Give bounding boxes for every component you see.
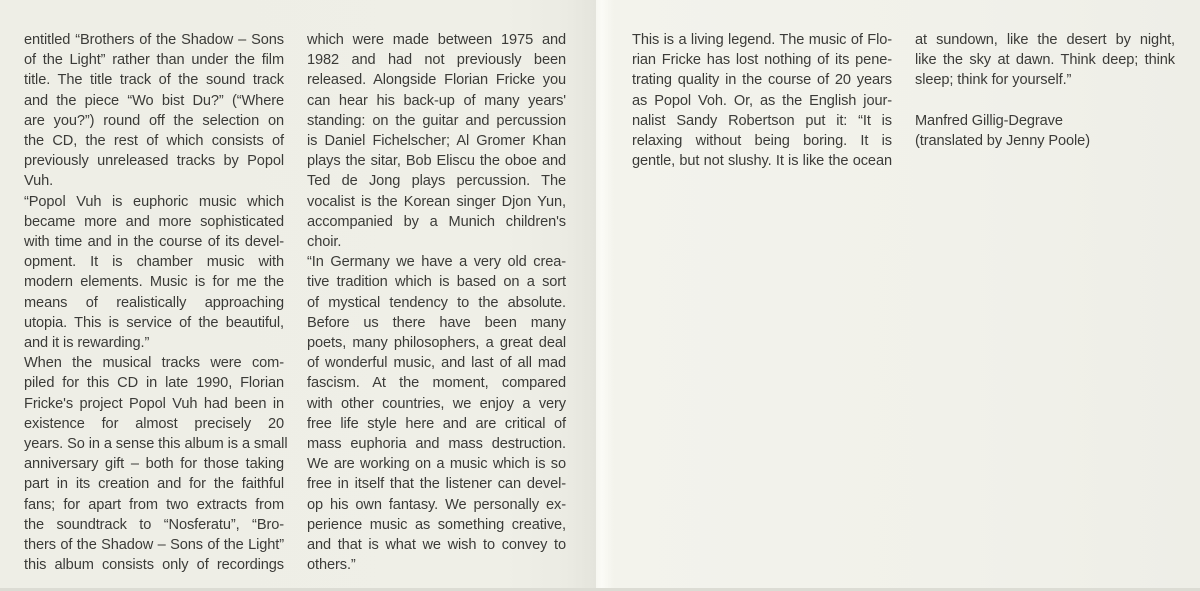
text-line: vocalist is the Korean singer Djon Yun, <box>307 193 566 210</box>
text-line: opment. It is chamber music with <box>24 254 284 271</box>
text-line: standing: on the guitar and percussion <box>307 112 566 129</box>
text-line: like the sky at dawn. Think deep; think <box>915 52 1175 69</box>
text-line: Ted de Jong plays percussion. The <box>307 173 566 190</box>
text-line: the CD, the rest of which consists of <box>24 133 284 150</box>
text-line: years. So in a sense this album is a small <box>24 436 288 453</box>
text-line: part in its creation and for the faithful <box>24 476 284 493</box>
text-line: Fricke's project Popol Vuh had been in <box>24 395 284 412</box>
text-line: and the piece “Wo bist Du?” (“Where <box>24 92 284 109</box>
text-line: fans; for apart from two extracts from <box>24 496 284 513</box>
text-line: as Popol Voh. Or, as the English jour- <box>632 92 892 109</box>
text-line: released. Alongside Florian Fricke you <box>307 72 566 89</box>
text-line: This is a living legend. The music of Flo- <box>632 32 892 48</box>
author-name: Manfred Gillig-Degrave <box>915 112 1063 129</box>
text-line: op his own fantasy. We personally ex- <box>307 496 566 513</box>
translator-credit: (translated by Jenny Poole) <box>915 132 1090 149</box>
text-line: previously unreleased tracks by Popol <box>24 153 284 170</box>
text-line: nalist Sandy Robertson put it: “It is <box>632 112 892 129</box>
text-line: of mystical tendency to the absolute. <box>307 294 566 311</box>
text-line: gentle, but not slushy. It is like the ocean <box>632 153 892 170</box>
text-line: free life style here and are critical of <box>307 415 566 432</box>
text-line: which were made between 1975 and <box>307 32 566 48</box>
text-line: free in itself that the listener can devel- <box>307 476 566 493</box>
text-line: is Daniel Fichelscher; Al Gromer Khan <box>307 133 566 150</box>
text-line: accompanied by a Munich children's <box>307 213 566 230</box>
text-line: are you?”) round off the selection on <box>24 112 284 129</box>
text-line: sleep; think for yourself.” <box>915 72 1072 89</box>
text-line: others.” <box>307 557 356 574</box>
text-line: utopia. This is service of the beautiful, <box>24 314 284 331</box>
left-page-column-1 <box>24 30 288 575</box>
text-line: entitled “Brothers of the Shadow – Sons <box>24 32 284 48</box>
text-line: Before us there have been many <box>307 314 566 331</box>
text-line: can hear his back-up of many years' <box>307 92 566 109</box>
text-line: became more and more sophisticated <box>24 213 284 230</box>
text-line: 1982 and had not previously been <box>307 52 566 69</box>
text-line: and that is what we wish to convey to <box>307 537 566 554</box>
text-line: Vuh. <box>24 173 54 190</box>
text-line: When the musical tracks were com- <box>24 355 284 372</box>
quote-continuation <box>915 30 1175 91</box>
text-line: with other countries, we enjoy a very <box>307 395 566 412</box>
text-line: of the Light” rather than under the film <box>24 52 284 69</box>
text-line: poets, many philosophers, a great deal <box>307 335 566 352</box>
text-line: the soundtrack to “Nosferatu”, “Bro- <box>24 516 284 533</box>
right-page-column-1 <box>632 30 892 171</box>
right-page <box>596 0 1200 591</box>
text-line: perience music as something creative, <box>307 516 566 533</box>
text-line: plays the sitar, Bob Eliscu the oboe and <box>307 153 566 170</box>
text-line: existence for almost precisely 20 <box>24 415 284 432</box>
text-line: means of realistically approaching <box>24 294 284 311</box>
text-line: fascism. At the moment, compared <box>307 375 566 392</box>
text-line: rian Fricke has lost nothing of its pene- <box>632 52 892 69</box>
text-line: “Popol Vuh is euphoric music which <box>24 193 284 210</box>
text-line: piled for this CD in late 1990, Florian <box>24 375 284 392</box>
text-line: mass euphoria and mass destruction. <box>307 436 566 453</box>
text-line: and it is rewarding.” <box>24 335 150 352</box>
text-line: this album consists only of recordings <box>24 557 284 574</box>
text-line: modern elements. Music is for me the <box>24 274 284 291</box>
signature-block <box>915 111 1175 151</box>
text-line: with time and in the course of its devel- <box>24 234 284 251</box>
text-line: thers of the Shadow – Sons of the Light” <box>24 537 284 554</box>
text-line: relaxing without being boring. It is <box>632 133 892 150</box>
text-line: trating quality in the course of 20 years <box>632 72 892 89</box>
text-line: choir. <box>307 234 342 251</box>
text-line: title. The title track of the sound track <box>24 72 284 89</box>
text-line: at sundown, like the desert by night, <box>915 32 1175 48</box>
text-line: anniversary gift – both for those taking <box>24 456 284 473</box>
text-line: “In Germany we have a very old crea- <box>307 254 566 271</box>
left-page-column-2 <box>307 30 566 575</box>
text-line: of wonderful music, and last of all mad <box>307 355 566 372</box>
text-line: tive tradition which is based on a sort <box>307 274 566 291</box>
right-page-column-2 <box>915 30 1175 151</box>
left-page <box>0 0 596 591</box>
text-line: We are working on a music which is so <box>307 456 566 473</box>
